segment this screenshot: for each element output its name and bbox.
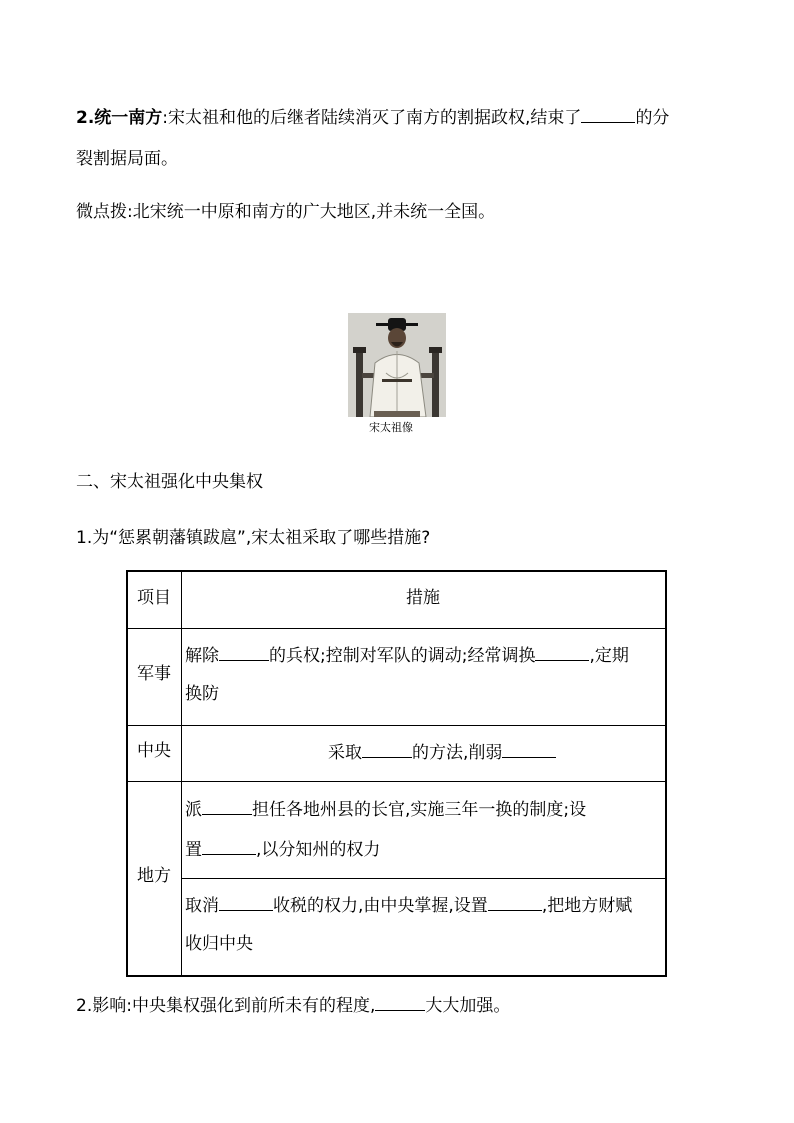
header-measures: 措施 — [406, 588, 440, 608]
unify-south-line-1 — [76, 106, 669, 128]
central-measure — [328, 741, 556, 763]
fill-blank[interactable] — [219, 644, 269, 661]
tip-text: 微点拨:北宋统一中原和南方的广大地区,并未统一全国。 — [76, 202, 496, 222]
impact-text-a: 2.影响:中央集权强化到前所未有的程度, — [76, 996, 376, 1016]
section-two-title: 二、宋太祖强化中央集权 — [76, 472, 263, 492]
military-text-c: ,定期 — [589, 646, 629, 666]
fill-blank[interactable] — [375, 994, 425, 1011]
local-measure-1-line-2 — [185, 838, 380, 860]
central-text-b: 的方法,削弱 — [412, 743, 503, 763]
local-text: 置 — [185, 840, 202, 860]
military-text-a: 解除 — [185, 646, 219, 666]
fill-blank[interactable] — [202, 838, 256, 855]
fill-blank[interactable] — [219, 894, 273, 911]
unify-south-text-tail: 的分 — [635, 108, 670, 128]
fill-blank[interactable] — [581, 106, 635, 123]
fill-blank[interactable] — [535, 644, 589, 661]
row-label-local: 地方 — [137, 866, 171, 886]
row-divider — [128, 725, 665, 726]
military-text-b: 的兵权;控制对军队的调动;经常调换 — [269, 646, 536, 666]
row-label-military: 军事 — [137, 664, 171, 684]
local-text: 取消 — [185, 896, 219, 916]
local-text: 派 — [185, 800, 202, 820]
header-item: 项目 — [137, 588, 171, 608]
measures-table — [126, 570, 667, 977]
fill-blank[interactable] — [362, 741, 412, 758]
fill-blank[interactable] — [502, 741, 556, 758]
question-1: 1.为“惩累朝藩镇跋扈”,宋太祖采取了哪些措施? — [76, 528, 431, 548]
central-text-a: 采取 — [328, 743, 362, 763]
row-label-central: 中央 — [137, 741, 171, 761]
unify-south-text: :宋太祖和他的后继者陆续消灭了南方的割据政权,结束了 — [162, 108, 582, 128]
fill-blank[interactable] — [488, 894, 542, 911]
local-text: 担任各地州县的长官,实施三年一换的制度;设 — [252, 800, 587, 820]
local-text: ,把地方财赋 — [541, 896, 633, 916]
song-taizu-portrait — [348, 313, 446, 417]
military-measure-line-2: 换防 — [185, 684, 219, 704]
fill-blank[interactable] — [202, 798, 252, 815]
impact-text-b: 大大加强。 — [425, 996, 511, 1016]
row-divider — [128, 628, 665, 629]
unify-south-line-2: 裂割据局面。 — [76, 149, 178, 169]
local-measure-1-line-1 — [185, 798, 586, 820]
local-text: ,以分知州的权力 — [256, 840, 381, 860]
local-measure-2-line-1 — [185, 894, 632, 916]
local-measure-2-line-2: 收归中央 — [185, 934, 253, 954]
military-measure-line-1 — [185, 644, 629, 666]
row-divider — [181, 878, 665, 879]
column-divider — [181, 572, 182, 975]
impact-line — [76, 994, 510, 1016]
local-text: 收税的权力,由中央掌握,设置 — [273, 896, 488, 916]
portrait-caption: 宋太祖像 — [369, 421, 413, 434]
unify-south-heading: 2.统一南方 — [76, 108, 163, 128]
portrait-drawing — [348, 313, 446, 417]
row-divider — [128, 781, 665, 782]
